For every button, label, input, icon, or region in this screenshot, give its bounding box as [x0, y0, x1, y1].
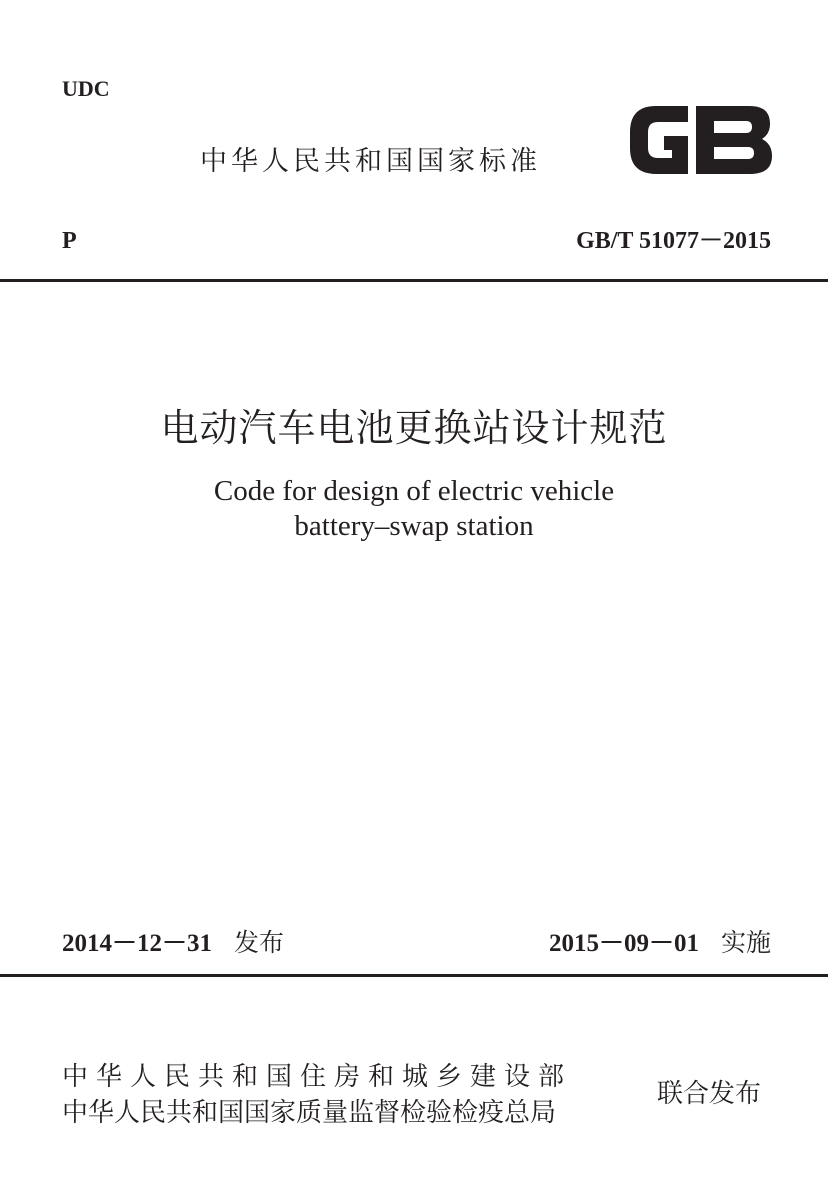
implement-date-block	[549, 926, 771, 961]
standard-number: GB/T 51077－2015	[576, 228, 771, 254]
document-title-chinese: 电动汽车电池更换站设计规范	[160, 406, 668, 450]
english-title-line-2: battery–swap station	[294, 510, 534, 542]
udc-label: UDC	[62, 76, 110, 101]
issue-date: 2014－12－31	[62, 930, 213, 957]
implement-date: 2015－09－01	[548, 930, 699, 957]
english-title-line-1: Code for design of electric vehicle	[213, 475, 615, 507]
classification-code: P	[62, 228, 77, 254]
bottom-divider	[0, 974, 828, 977]
issue-date-block	[62, 926, 284, 961]
gb-logo-icon	[626, 102, 774, 178]
publisher-line-2: 中华人民共和国国家质量监督检验检疫总局	[62, 1098, 557, 1128]
implement-label: 实施	[720, 928, 771, 957]
document-title-english	[0, 474, 828, 544]
standard-type-title: 中华人民共和国国家标准	[200, 146, 541, 177]
publisher-line-1: 中华人民共和国住房和城乡建设部	[62, 1062, 573, 1092]
joint-publish-label: 联合发布	[657, 1079, 762, 1109]
top-divider	[0, 279, 828, 282]
issue-label: 发布	[234, 928, 285, 957]
